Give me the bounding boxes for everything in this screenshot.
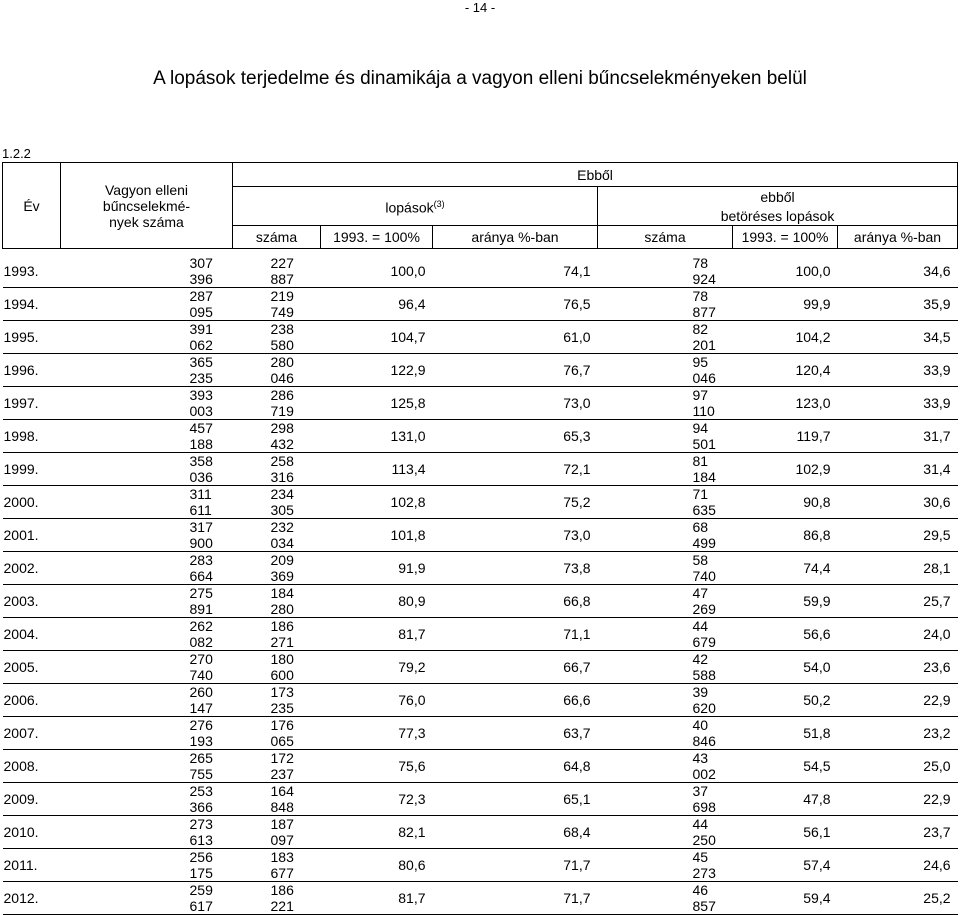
burglary-index-cell: 120,4 — [795, 362, 831, 378]
table-row — [3, 585, 958, 618]
burglary-count-cell: 94 501 — [692, 420, 716, 452]
burglary-share-cell: 24,6 — [923, 857, 951, 873]
crimes-cell: 287 095 — [189, 288, 213, 320]
crimes-cell: 283 664 — [189, 552, 213, 584]
theft-share-cell: 66,6 — [563, 692, 591, 708]
burglary-share-cell: 34,6 — [923, 263, 951, 279]
crimes-cell: 307 396 — [189, 255, 213, 287]
theft-count-cell: 238 580 — [270, 321, 294, 353]
theft-count-cell: 183 677 — [270, 849, 294, 881]
burglary-share-cell: 33,9 — [923, 362, 951, 378]
table-row — [3, 420, 958, 453]
header-lopasok-label: lopások — [385, 199, 434, 216]
theft-index-cell: 102,8 — [390, 494, 426, 510]
year-cell: 1999. — [3, 461, 39, 477]
burglary-count-cell: 71 635 — [692, 486, 716, 518]
burglary-count-cell: 82 201 — [692, 321, 716, 353]
header-crimes-line2: bűncselekmé- — [102, 197, 191, 214]
crimes-cell: 393 003 — [189, 387, 213, 419]
table-row — [3, 288, 958, 321]
burglary-index-cell: 86,8 — [803, 527, 831, 543]
year-cell: 2009. — [3, 791, 39, 807]
crimes-cell: 457 188 — [189, 420, 213, 452]
theft-count-cell: 186 271 — [270, 618, 294, 650]
theft-count-cell: 298 432 — [270, 420, 294, 452]
crimes-cell: 365 235 — [189, 354, 213, 386]
crimes-cell: 276 193 — [189, 717, 213, 749]
burglary-index-cell: 59,4 — [803, 890, 831, 906]
theft-share-cell: 73,0 — [563, 527, 591, 543]
header-betoreses: betöréses lopások — [598, 207, 958, 226]
theft-index-cell: 104,7 — [390, 329, 426, 345]
theft-share-cell: 75,2 — [563, 494, 591, 510]
theft-share-cell: 74,1 — [563, 263, 591, 279]
burglary-share-cell: 30,6 — [923, 494, 951, 510]
theft-index-cell: 80,9 — [398, 593, 426, 609]
theft-count-cell: 280 046 — [270, 354, 294, 386]
burglary-count-cell: 43 002 — [692, 750, 716, 782]
theft-statistics-table — [2, 162, 957, 915]
burglary-share-cell: 35,9 — [923, 296, 951, 312]
burglary-index-cell: 57,4 — [803, 857, 831, 873]
table-row — [3, 453, 958, 486]
header-year: Év — [3, 163, 61, 249]
crimes-cell: 273 613 — [189, 816, 213, 848]
burglary-count-cell: 39 620 — [692, 684, 716, 716]
burglary-count-cell: 37 698 — [692, 783, 716, 815]
burglary-count-cell: 95 046 — [692, 354, 716, 386]
header-crimes-line1: Vagyon elleni — [104, 181, 189, 198]
year-cell: 1998. — [3, 428, 39, 444]
burglary-share-cell: 25,7 — [923, 593, 951, 609]
theft-index-cell: 75,6 — [398, 758, 426, 774]
burglary-index-cell: 47,8 — [803, 791, 831, 807]
crimes-cell: 259 617 — [189, 882, 213, 914]
theft-index-cell: 82,1 — [398, 824, 426, 840]
year-cell: 1996. — [3, 362, 39, 378]
crimes-cell: 270 740 — [189, 651, 213, 683]
year-cell: 2001. — [3, 527, 39, 543]
burglary-count-cell: 45 273 — [692, 849, 716, 881]
burglary-count-cell: 46 857 — [692, 882, 716, 914]
year-cell: 2005. — [3, 659, 39, 675]
theft-index-cell: 131,0 — [390, 428, 426, 444]
theft-index-cell: 122,9 — [390, 362, 426, 378]
burglary-share-cell: 33,9 — [923, 395, 951, 411]
header-index: 1993. = 100% — [321, 226, 433, 249]
year-cell: 2011. — [3, 857, 38, 873]
theft-count-cell: 187 097 — [270, 816, 294, 848]
theft-count-cell: 219 749 — [270, 288, 294, 320]
theft-index-cell: 79,2 — [398, 659, 426, 675]
table-row — [3, 387, 958, 420]
burglary-index-cell: 54,5 — [803, 758, 831, 774]
table-row — [3, 321, 958, 354]
page-number: - 14 - — [464, 0, 496, 15]
year-cell: 2002. — [3, 560, 39, 576]
theft-count-cell: 232 034 — [270, 519, 294, 551]
burglary-count-cell: 78 877 — [692, 288, 716, 320]
year-cell: 1994. — [3, 296, 39, 312]
year-cell: 2007. — [3, 725, 39, 741]
theft-index-cell: 100,0 — [390, 263, 426, 279]
theft-share-cell: 65,3 — [563, 428, 591, 444]
burglary-count-cell: 40 846 — [692, 717, 716, 749]
burglary-share-cell: 25,2 — [923, 890, 951, 906]
theft-share-cell: 65,1 — [563, 791, 591, 807]
header-lopasok — [233, 187, 598, 226]
theft-count-cell: 176 065 — [270, 717, 294, 749]
theft-share-cell: 73,0 — [563, 395, 591, 411]
year-cell: 2010. — [3, 824, 39, 840]
burglary-count-cell: 81 184 — [692, 453, 716, 485]
header-crimes-line3: nyek száma — [109, 213, 184, 230]
header-ebbol2: ebből — [598, 187, 958, 207]
burglary-index-cell: 74,4 — [803, 560, 831, 576]
burglary-share-cell: 31,7 — [923, 428, 951, 444]
theft-index-cell: 113,4 — [391, 461, 426, 477]
table-row — [3, 816, 958, 849]
page-title: A lopások terjedelme és dinamikája a vagyon elleni bűncselekményeken belül — [153, 68, 807, 89]
burglary-index-cell: 50,2 — [803, 692, 831, 708]
theft-count-cell: 209 369 — [270, 552, 294, 584]
table-row — [3, 651, 958, 684]
header-lopasok-footnote: (3) — [433, 199, 445, 210]
burglary-index-cell: 104,2 — [795, 329, 831, 345]
year-cell: 1995. — [3, 329, 39, 345]
burglary-share-cell: 31,4 — [923, 461, 951, 477]
table-row — [3, 750, 958, 783]
theft-count-cell: 186 221 — [270, 882, 294, 914]
theft-share-cell: 63,7 — [563, 725, 591, 741]
theft-index-cell: 72,3 — [398, 791, 426, 807]
theft-share-cell: 72,1 — [563, 461, 591, 477]
burglary-count-cell: 44 250 — [692, 816, 716, 848]
table-row — [3, 882, 958, 915]
theft-index-cell: 81,7 — [398, 626, 426, 642]
burglary-share-cell: 25,0 — [923, 758, 951, 774]
crimes-cell: 311 611 — [189, 486, 212, 518]
table-row — [3, 684, 958, 717]
theft-share-cell: 71,7 — [563, 857, 591, 873]
table-row — [3, 249, 958, 288]
theft-share-cell: 73,8 — [563, 560, 591, 576]
theft-share-cell: 76,7 — [563, 362, 591, 378]
table-row — [3, 717, 958, 750]
theft-index-cell: 76,0 — [398, 692, 426, 708]
crimes-cell: 256 175 — [189, 849, 213, 881]
theft-count-cell: 164 848 — [270, 783, 294, 815]
crimes-cell: 275 891 — [189, 585, 213, 617]
crimes-cell: 265 755 — [189, 750, 213, 782]
header-b-index: 1993. = 100% — [733, 226, 838, 249]
burglary-count-cell: 47 269 — [692, 585, 716, 617]
theft-count-cell: 286 719 — [270, 387, 294, 419]
crimes-cell: 317 900 — [189, 519, 213, 551]
table-row — [3, 486, 958, 519]
table-row — [3, 849, 958, 882]
year-cell: 2000. — [3, 494, 39, 510]
burglary-share-cell: 22,9 — [923, 692, 951, 708]
burglary-count-cell: 97 110 — [692, 387, 715, 419]
header-crimes — [61, 163, 233, 249]
theft-count-cell: 180 600 — [270, 651, 294, 683]
table-code: 1.2.2 — [2, 146, 31, 161]
crimes-cell: 391 062 — [189, 321, 213, 353]
theft-index-cell: 125,8 — [390, 395, 426, 411]
burglary-index-cell: 123,0 — [795, 395, 831, 411]
crimes-cell: 358 036 — [189, 453, 213, 485]
year-cell: 2006. — [3, 692, 39, 708]
theft-count-cell: 258 316 — [270, 453, 294, 485]
burglary-index-cell: 119,7 — [796, 428, 831, 444]
burglary-share-cell: 34,5 — [923, 329, 951, 345]
burglary-index-cell: 90,8 — [803, 494, 831, 510]
theft-share-cell: 66,8 — [563, 593, 591, 609]
burglary-index-cell: 54,0 — [803, 659, 831, 675]
year-cell: 1993. — [3, 263, 39, 279]
table-row — [3, 783, 958, 816]
crimes-cell: 260 147 — [189, 684, 213, 716]
burglary-share-cell: 24,0 — [923, 626, 951, 642]
theft-count-cell: 184 280 — [270, 585, 294, 617]
burglary-share-cell: 23,6 — [923, 659, 951, 675]
theft-share-cell: 64,8 — [563, 758, 591, 774]
theft-index-cell: 101,8 — [390, 527, 426, 543]
burglary-index-cell: 102,9 — [795, 461, 831, 477]
theft-count-cell: 172 237 — [270, 750, 294, 782]
theft-share-cell: 68,4 — [563, 824, 591, 840]
crimes-cell: 262 082 — [189, 618, 213, 650]
theft-share-cell: 61,0 — [563, 329, 591, 345]
theft-share-cell: 71,1 — [563, 626, 591, 642]
theft-share-cell: 76,5 — [563, 296, 591, 312]
table-row — [3, 618, 958, 651]
theft-count-cell: 227 887 — [270, 255, 294, 287]
burglary-count-cell: 58 740 — [692, 552, 716, 584]
year-cell: 2008. — [3, 758, 39, 774]
burglary-count-cell: 44 679 — [692, 618, 716, 650]
burglary-index-cell: 99,9 — [803, 296, 831, 312]
header-b-szama: száma — [598, 226, 733, 249]
table-row — [3, 354, 958, 387]
table-row — [3, 519, 958, 552]
burglary-share-cell: 23,7 — [923, 824, 951, 840]
theft-count-cell: 173 235 — [270, 684, 294, 716]
theft-index-cell: 77,3 — [398, 725, 426, 741]
year-cell: 2012. — [3, 890, 39, 906]
year-cell: 2003. — [3, 593, 39, 609]
burglary-index-cell: 56,1 — [803, 824, 831, 840]
header-b-share: aránya %-ban — [838, 226, 958, 249]
header-szama: száma — [233, 226, 321, 249]
table-row — [3, 552, 958, 585]
burglary-count-cell: 42 588 — [692, 651, 716, 683]
burglary-count-cell: 78 924 — [692, 255, 716, 287]
theft-index-cell: 91,9 — [398, 560, 426, 576]
year-cell: 2004. — [3, 626, 39, 642]
theft-index-cell: 80,6 — [398, 857, 426, 873]
header-share: aránya %-ban — [433, 226, 598, 249]
burglary-share-cell: 28,1 — [923, 560, 951, 576]
burglary-share-cell: 29,5 — [923, 527, 951, 543]
theft-index-cell: 96,4 — [398, 296, 426, 312]
theft-share-cell: 71,7 — [563, 890, 591, 906]
burglary-share-cell: 22,9 — [923, 791, 951, 807]
burglary-share-cell: 23,2 — [923, 725, 951, 741]
theft-index-cell: 81,7 — [398, 890, 426, 906]
burglary-index-cell: 59,9 — [803, 593, 831, 609]
header-ebbol: Ebből — [233, 163, 958, 187]
theft-share-cell: 66,7 — [563, 659, 591, 675]
burglary-index-cell: 100,0 — [795, 263, 831, 279]
crimes-cell: 253 366 — [189, 783, 213, 815]
year-cell: 1997. — [3, 395, 39, 411]
theft-count-cell: 234 305 — [270, 486, 294, 518]
burglary-index-cell: 51,8 — [803, 725, 831, 741]
table-body — [3, 249, 958, 915]
burglary-count-cell: 68 499 — [692, 519, 716, 551]
burglary-index-cell: 56,6 — [803, 626, 831, 642]
